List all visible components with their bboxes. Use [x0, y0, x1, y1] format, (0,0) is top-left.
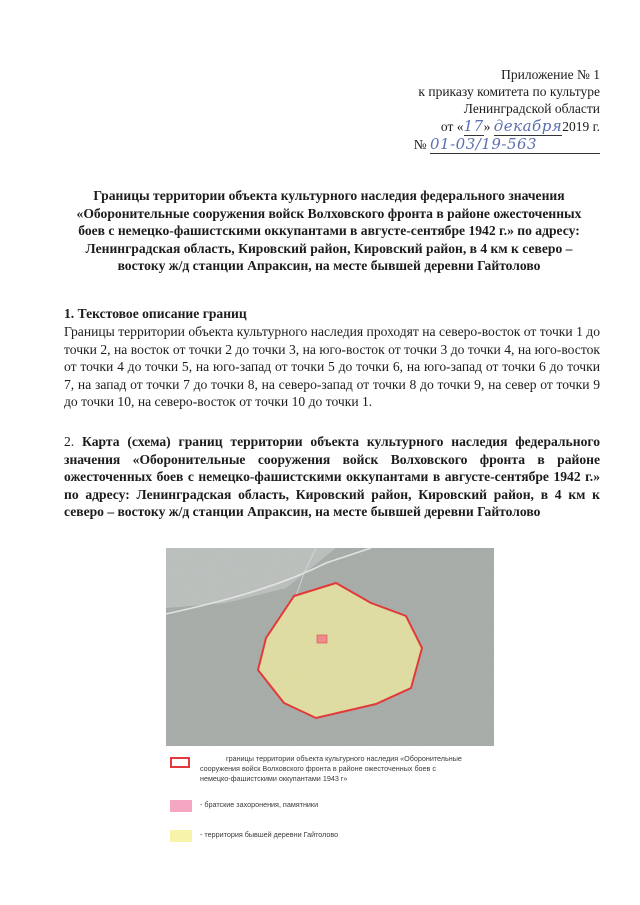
section1-text: Границы территории объекта культурного наследия проходят на северо-восток от точки 1 до точки 2, на восток от точки 2 до точки 3, на юго-восток от точки 3 до точки 4, на юго-восток от точки 4 до точки 5, на юго-запад от точки 5 до точки 6, на юго-запад от точки 6 до точки 7, на запад от точки 7 до точки 8, на северо-запад от точки 8 до точки 9, на север от точки 9 до точки 10, на северо-восток от точки 10 до точки 1. [64, 324, 600, 410]
burial-swatch [170, 800, 192, 812]
section2-number: 2. [64, 434, 75, 449]
annex-header [414, 66, 600, 154]
date-year: 2019 г. [562, 119, 600, 134]
legend-item-burial: - братские захоронения, памятники [170, 800, 490, 810]
section1-heading: 1. Текстовое описание границ [64, 306, 247, 321]
map-image [166, 548, 494, 746]
date-day: 17 [463, 117, 484, 135]
date-month: декабря [493, 117, 563, 135]
annex-region: Ленинградской области [463, 101, 600, 116]
legend-item-village: - территория бывшей деревни Гайтолово [170, 830, 490, 840]
document-title: Границы территории объекта культурного наследия федерального значения «Оборонительные сооружения войск Волховского фронта в районе ожесточенных боев с немецко-фашистскими оккупантами в августе-сентябре 1942 г.» по адресу: Ленинградская область, Кировский район, Кировский район, в 4 км к северо – востоку ж/д станции Апраксин, на месте бывшей деревни Гайтолово [76, 188, 582, 274]
annex-title: Приложение № 1 [501, 67, 600, 82]
annex-number: № 01-03/19-563 [414, 136, 600, 154]
annex-order-ref: к приказу комитета по культуре [418, 84, 600, 99]
village-swatch [170, 830, 192, 842]
boundary-swatch [170, 757, 190, 768]
boundary-map [166, 548, 494, 746]
order-number: 01-03/19-563 [430, 136, 600, 154]
section2-text: Карта (схема) границ территории объекта культурного наследия федерального значения «Оборонительные сооружения войск Волховского фронта в районе ожесточенных боев с немецко-фашистскими оккупантами в августе-сентябре 1942 г.» по адресу: Ленинградская область, Кировский район, Кировский район, в 4 км к северо – востоку ж/д станции Апраксин, на месте бывшей деревни Гайтолово [64, 434, 600, 520]
section2-heading [64, 433, 600, 521]
annex-date: от «17» декабря2019 г. [440, 117, 600, 135]
map-legend [170, 754, 490, 840]
legend-item-boundary: границы территории объекта культурного наследия «Оборонительные сооружения войск Волховского фронта в районе ожесточенных боев с немецко-фашистскими оккупантами 1943 г» [170, 754, 490, 784]
burial-site-marker [317, 635, 327, 643]
